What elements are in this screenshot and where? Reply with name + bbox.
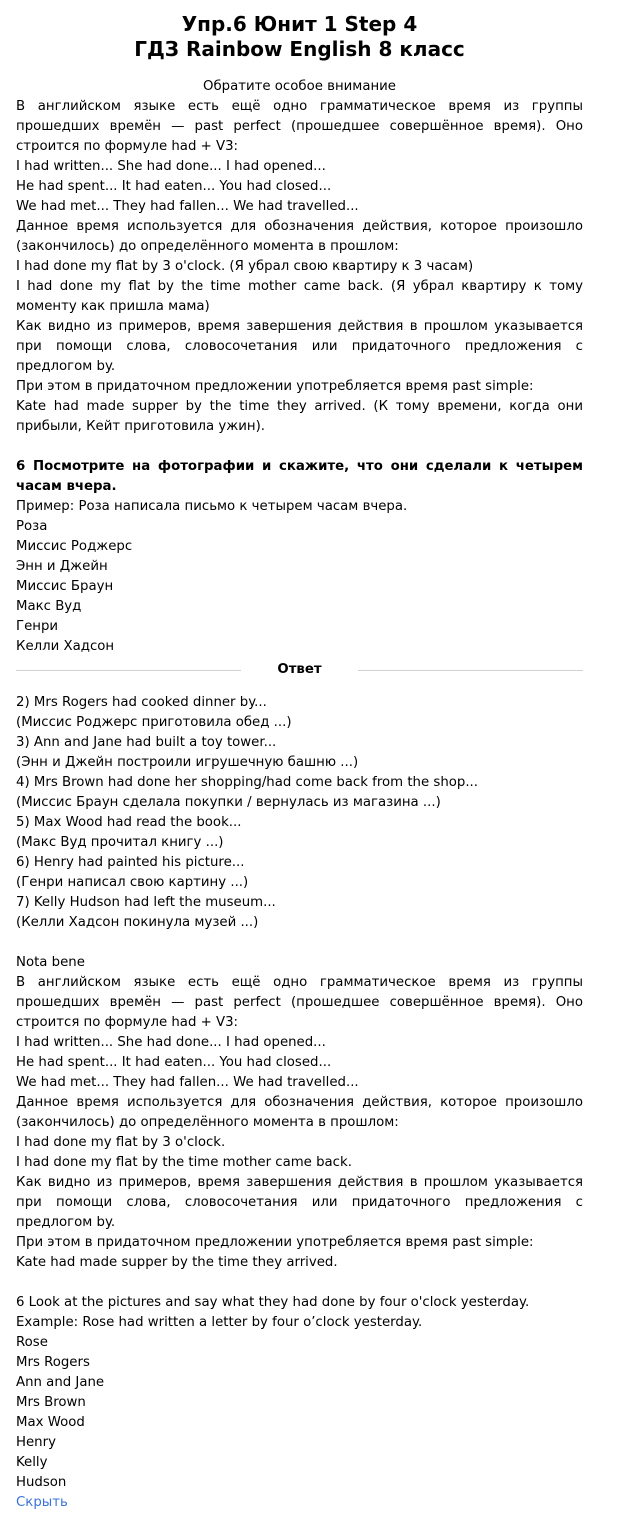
original-rule: Как видно из примеров, время завершения действия в прошлом указывается при помощи слова, словосочетания или придаточного предложения с предлогом by. — [16, 1175, 583, 1230]
answer-line: (Макс Вуд прочитал книгу ...) — [16, 835, 224, 850]
original-exercise-example: Example: Rose had written a letter by four o’clock yesterday. — [16, 1315, 423, 1330]
original-rule-2: При этом в придаточном предложении употребляется время past simple: — [16, 1235, 534, 1250]
original-name-item: Hudson — [16, 1475, 67, 1490]
answer-line: 3) Ann and Jane had built a toy tower... — [16, 735, 277, 750]
rule-paragraph: Как видно из примеров, время завершения действия в прошлом указывается при помощи слова, словосочетания или придаточного предложения с предлогом by. — [16, 319, 583, 374]
answer-line: (Келли Хадсон покинула музей ...) — [16, 915, 259, 930]
name-item: Роза — [16, 519, 48, 534]
original-name-item: Rose — [16, 1335, 48, 1350]
nota-bene-heading: Nota bene — [16, 955, 85, 970]
name-item: Макс Вуд — [16, 599, 82, 614]
hide-link[interactable]: Скрыть — [16, 1495, 68, 1510]
answer-line: (Энн и Джейн построили игрушечную башню ...) — [16, 755, 359, 770]
answer-line: 2) Mrs Rogers had cooked dinner by... — [16, 695, 267, 710]
notice-heading: Обратите особое внимание — [203, 79, 396, 94]
spacer — [16, 437, 583, 457]
rule-paragraph-2: При этом в придаточном предложении употребляется время past simple: — [16, 379, 534, 394]
example-line: We had met... They had fallen... We had travelled... — [16, 199, 359, 214]
original-usage-example: I had done my flat by the time mother came back. — [16, 1155, 352, 1170]
answer-line: (Миссис Браун сделала покупки / вернулась из магазина ...) — [16, 795, 441, 810]
original-name-item: Kelly — [16, 1455, 48, 1470]
original-example-line: He had spent... It had eaten... You had closed... — [16, 1055, 332, 1070]
exercise-heading: 6 Посмотрите на фотографии и скажите, что они сделали к четырем часам вчера. — [16, 459, 583, 494]
original-example-line: I had written... She had done... I had opened... — [16, 1035, 326, 1050]
spacer — [16, 1273, 583, 1293]
original-name-item: Henry — [16, 1435, 56, 1450]
usage-paragraph: Данное время используется для обозначения действия, которое произошло (закончилось) до определённого момента в прошлом: — [16, 219, 583, 254]
original-usage-example: I had done my flat by 3 o'clock. — [16, 1135, 226, 1150]
example-line: He had spent... It had eaten... You had closed... — [16, 179, 332, 194]
answer-line: 5) Max Wood had read the book... — [16, 815, 242, 830]
answer-label: Ответ — [277, 662, 322, 677]
original-name-item: Mrs Brown — [16, 1395, 86, 1410]
original-usage: Данное время используется для обозначения действия, которое произошло (закончилось) до определённого момента в прошлом: — [16, 1095, 583, 1130]
final-example: Kate had made supper by the time they arrived. (К тому времени, когда они прибыли, Кейт приготовила ужин). — [16, 399, 583, 434]
answer-line: 6) Henry had painted his picture... — [16, 855, 245, 870]
name-item: Генри — [16, 619, 59, 634]
original-name-item: Mrs Rogers — [16, 1355, 90, 1370]
divider-line-left — [16, 670, 241, 671]
name-item: Энн и Джейн — [16, 559, 108, 574]
usage-example: I had done my flat by the time mother came back. (Я убрал квартиру к тому моменту как пришла мама) — [16, 279, 583, 314]
original-intro: В английском языке есть ещё одно грамматическое время из группы прошедших времён — past perfect (прошедшее совершённое время). Оно строится по формуле had + V3: — [16, 975, 583, 1030]
page-title — [16, 12, 583, 62]
answer-divider — [16, 660, 583, 680]
title-line-1: Упр.6 Юнит 1 Step 4 — [181, 12, 418, 36]
original-name-item: Max Wood — [16, 1415, 85, 1430]
spacer — [16, 933, 583, 953]
exercise-example: Пример: Роза написала письмо к четырем часам вчера. — [16, 499, 408, 514]
intro-paragraph: В английском языке есть ещё одно грамматическое время из группы прошедших времён — past perfect (прошедшее совершённое время). Оно строится по формуле had + V3: — [16, 99, 583, 154]
original-name-item: Ann and Jane — [16, 1375, 105, 1390]
answer-line: (Генри написал свою картину ...) — [16, 875, 249, 890]
title-line-2: ГДЗ Rainbow English 8 класс — [134, 37, 465, 61]
original-example-line: We had met... They had fallen... We had travelled... — [16, 1075, 359, 1090]
name-item: Миссис Роджерс — [16, 539, 133, 554]
answer-line: (Миссис Роджерс приготовила обед ...) — [16, 715, 292, 730]
name-item: Миссис Браун — [16, 579, 114, 594]
name-item: Келли Хадсон — [16, 639, 115, 654]
answer-line: 4) Mrs Brown had done her shopping/had come back from the shop... — [16, 775, 479, 790]
usage-example: I had done my flat by 3 o'clock. (Я убрал свою квартиру к 3 часам) — [16, 259, 474, 274]
answer-line: 7) Kelly Hudson had left the museum... — [16, 895, 276, 910]
content — [16, 77, 583, 1513]
original-final-example: Kate had made supper by the time they arrived. — [16, 1255, 338, 1270]
original-exercise-heading: 6 Look at the pictures and say what they had done by four o'clock yesterday. — [16, 1295, 530, 1310]
example-line: I had written... She had done... I had opened... — [16, 159, 326, 174]
divider-line-right — [358, 670, 583, 671]
